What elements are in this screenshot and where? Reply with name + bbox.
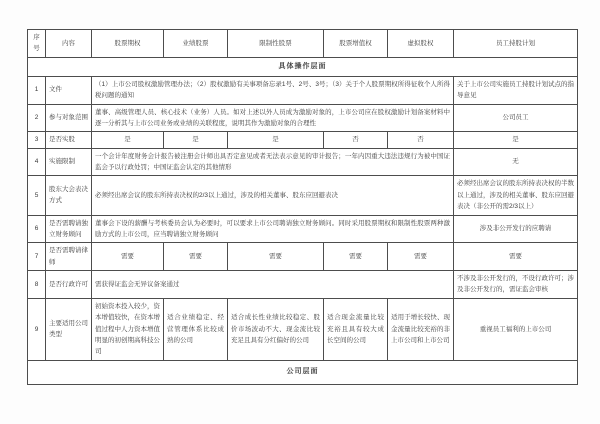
column-header: 股票期权 <box>92 30 164 58</box>
row-number: 3 <box>28 132 46 148</box>
cell: 是 <box>228 132 324 148</box>
cell: 适用于增长较快、现金流量比较充裕的非上市公司和上市公司 <box>388 298 454 360</box>
cell: 是 <box>92 132 164 148</box>
table-row <box>28 243 578 271</box>
cell: 董事、高级管理人员、核心技术（业务）人员。如对上述以外人员成为激励对象的，上市公司应在股权激励计划备案材料中逐一分析其与上市公司业务或业绩的关联程度，说明其作为激励对象的合理性 <box>92 104 454 132</box>
row-number: 1 <box>28 76 46 104</box>
row-number: 7 <box>28 243 46 271</box>
cell: 必须经出席会议的股东所持表决权的半数以上通过，涉及的相关董事、股东应回避表决（非公开的需2/3以上） <box>454 176 578 215</box>
column-header: 虚拟股权 <box>388 30 454 58</box>
row-number: 4 <box>28 148 46 176</box>
cell: 需获得证监会无异议备案通过 <box>92 271 454 299</box>
column-header: 股票增值权 <box>324 30 388 58</box>
column-header: 员工持股计划 <box>454 30 578 58</box>
cell: （1）上市公司股权激励管理办法；（2）股权激励有关事项备忘录1号、2号、3号；（3）关于个人股票期权所得征收个人所得税问题的通知 <box>92 76 454 104</box>
cell: 一个会计年度财务会计报告被注册会计师出具否定意见或者无法表示意见的审计报告；一年内因重大违法违规行为被中国证监会予以行政处罚；中国证监会认定的其他情形 <box>92 148 454 176</box>
column-header: 限制性股票 <box>228 30 324 58</box>
header-row <box>28 30 578 58</box>
row-number: 5 <box>28 176 46 215</box>
column-header: 业绩股票 <box>164 30 228 58</box>
table-body <box>28 57 578 384</box>
cell: 适合成长性业绩比较稳定、股价市场波动不大、现金流比较充足且具有分红偏好的公司 <box>228 298 324 360</box>
cell: 需要 <box>324 243 388 271</box>
row-label: 是否实股 <box>46 132 92 148</box>
table-row <box>28 104 578 132</box>
cell: 不涉及非公开发行的，不设行政许可；涉及非公开发行的，需证监会审核 <box>454 271 578 299</box>
cell: 需要 <box>164 243 228 271</box>
table-row <box>28 271 578 299</box>
row-label: 是否需聘请律师 <box>46 243 92 271</box>
cell: 初始资本投入较少，资本增值较快，在资本增值过程中人力资本增值明显的初创期高科技公司 <box>92 298 164 360</box>
cell: 需要 <box>228 243 324 271</box>
row-label: 参与对象范围 <box>46 104 92 132</box>
section-band <box>28 360 578 384</box>
row-number: 6 <box>28 215 46 243</box>
cell: 否 <box>324 132 388 148</box>
row-label: 是否需聘请独立财务顾问 <box>46 215 92 243</box>
table-row <box>28 298 578 360</box>
cell: 必须经出席会议的股东所持表决权的2/3以上通过，涉及的相关董事、股东应回避表决 <box>92 176 454 215</box>
cell: 适合现金流量比较充裕且具有较大成长空间的公司 <box>324 298 388 360</box>
row-label: 主要适用公司类型 <box>46 298 92 360</box>
table-header <box>28 30 578 58</box>
cell: 关于上市公司实施员工持股计划试点的指导意见 <box>454 76 578 104</box>
section-band-label: 公司层面 <box>28 360 578 384</box>
row-number: 9 <box>28 298 46 360</box>
row-label: 股东大会表决方式 <box>46 176 92 215</box>
cell: 董事会下设的薪酬与考核委员会认为必要时，可以要求上市公司聘请独立财务顾问。同时采用股票期权和限制性股票两种激励方式的上市公司，应当聘请独立财务顾问 <box>92 215 454 243</box>
table-row <box>28 148 578 176</box>
row-label: 文件 <box>46 76 92 104</box>
row-label: 是否行政许可 <box>46 271 92 299</box>
column-header: 内容 <box>46 30 92 58</box>
cell: 公司员工 <box>454 104 578 132</box>
cell: 是 <box>164 132 228 148</box>
equity-incentive-comparison-table <box>27 29 578 385</box>
cell: 适合业绩稳定、经营管理体系比较成熟的公司 <box>164 298 228 360</box>
row-number: 2 <box>28 104 46 132</box>
section-band-label: 具体操作层面 <box>28 57 578 76</box>
table-row <box>28 176 578 215</box>
table-row <box>28 132 578 148</box>
cell: 重视员工福利的上市公司 <box>454 298 578 360</box>
row-number: 8 <box>28 271 46 299</box>
table-row <box>28 215 578 243</box>
cell: 需要 <box>92 243 164 271</box>
cell: 需要 <box>388 243 454 271</box>
row-label: 实施限制 <box>46 148 92 176</box>
cell: 否 <box>388 132 454 148</box>
cell: 需要 <box>454 243 578 271</box>
column-header: 序号 <box>28 30 46 58</box>
cell: 涉及非公开发行的应聘请 <box>454 215 578 243</box>
cell: 无 <box>454 148 578 176</box>
section-band <box>28 57 578 76</box>
cell: 是 <box>454 132 578 148</box>
table-row <box>28 76 578 104</box>
